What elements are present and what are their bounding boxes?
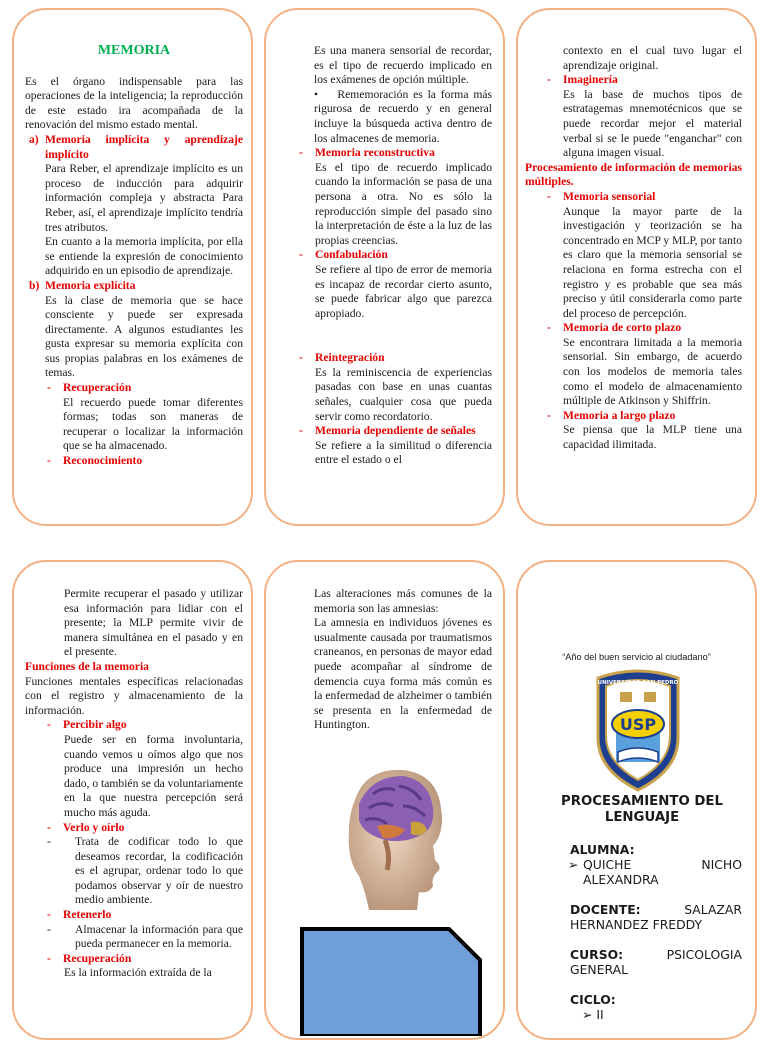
imagineria-text: Es la base de muchos tipos de estratagemas mnemotécnicos que se puede recordar mejor el material verbal si se le puede "enganchar" con alguna imagen visual. (563, 87, 742, 160)
heading-reintegracion: - Reintegración (277, 351, 492, 366)
heading-confabulacion: - Confabulación (277, 248, 492, 263)
blue-shape (299, 926, 483, 1036)
dependiente-text: Se refiere a la similitud o diferencia entre el estado o el (315, 438, 492, 467)
heading-recuperacion-2: - Recuperación (25, 952, 243, 967)
reconocimiento-text: Es una manera sensorial de recordar, es el tipo de recuerdo implicado en los exámenes de opción múltiple. (314, 44, 492, 87)
memoria-intro: Es el órgano indispensable para las operaciones de la inteligencia; la reproducción de este estado ira acompañada de la renovación del mismo estado mental. (25, 74, 243, 132)
arrow-bullet-icon-2: ➢ (582, 1007, 593, 1022)
panel4-content (25, 587, 243, 981)
logo-text: USP (619, 715, 657, 734)
retenerlo-text: - Almacenar la información para que pueda permanecer en la memoria. (25, 923, 243, 952)
arrow-bullet-icon: ➢ (568, 857, 579, 872)
panel3-content (525, 44, 742, 453)
brain-image (325, 760, 449, 914)
panel2-content (277, 44, 492, 468)
reintegracion-text: Es la reminiscencia de experiencias pasadas con base en unas cuantas señales, cualquier cosa que pueda servir como recordatorio. (315, 365, 492, 423)
explicita-text: Es la clase de memoria que se hace consciente y puede ser expresada directamente. A algunos estudiantes les gusta expresar su memoria explícita con sus propias palabras en los exámenes de temas. (45, 293, 243, 380)
docente-line: DOCENTE: SALAZAR HERNANDEZ FREDDY (570, 902, 742, 932)
sensorial-text: Aunque la mayor parte de la investigación y teorización se ha concentrado en MCP y MLP, por tanto es claro que la memoria sensorial se relaciona en forma estrecha con el registro y es probable que sea más preciso y útil considerarla como parte del proceso de percepción. (563, 204, 742, 320)
ciclo-label: CICLO: (570, 992, 616, 1007)
heading-recuperacion: - Recuperación (25, 381, 243, 396)
ciclo-value: ➢ II (582, 1007, 604, 1022)
implicita-text-2: En cuanto a la memoria implícita, por ella se entiende la expresión de conocimiento adquirido en un episodio de aprendizaje. (45, 235, 243, 278)
corto-plazo-text: Se encontrara limitada a la memoria sensorial. Sin embargo, de acuerdo con los modelos de memoria tales como el modelo de almacenamiento múltiple de Atkinson y Shiffrin. (563, 335, 742, 408)
alumna-label: ALUMNA: (570, 842, 635, 857)
implicita-text-1: Para Reber, el aprendizaje implícito es un proceso de inducción para adquirir información compleja y abstracta Para Reber, así, el aprendizaje implícito tendría tres atributos. (45, 162, 243, 234)
university-logo (590, 666, 686, 794)
amnesias-intro: Las alteraciones más comunes de la memoria son las amnesias: (314, 587, 492, 615)
motto: “Año del buen servicio al ciudadano” (562, 652, 711, 662)
confabulacion-text: Se refiere al tipo de error de memoria es incapaz de recordar cierto asunto, se puede fabricar algo que parezca apropiado. (315, 262, 492, 320)
heading-memoria-sensorial: - Memoria sensorial (525, 190, 742, 205)
reconstructiva-text: Es el tipo de recuerdo implicado cuando la información se pasa de una persona a otra. No es sólo la reproducción simple del pasado sino la interpretación de éste a la luz de las propias creencias. (315, 160, 492, 247)
cover-details (570, 842, 742, 1022)
heading-memoria-reconstructiva: - Memoria reconstructiva (277, 146, 492, 161)
verlo-text: - Trata de codificar todo lo que deseamos recordar, la codificación es el agrupar, ordenar todo lo que podamos observar y oír de nuestro medio ambiente. (25, 835, 243, 908)
percibir-text: Puede ser en forma involuntaria, cuando vemos u oímos algo que nos produce una impresión un hecho dado, o también se da voluntariamente en la que nuestra percepción será mucho más aguda. (64, 732, 244, 819)
panel1-content (25, 44, 243, 469)
heading-verlo: - Verlo y oírlo (25, 821, 243, 836)
marker-a: a) (29, 132, 39, 146)
mlp-text: Permite recuperar el pasado y utilizar esa información para lidiar con el presente; la MLP permite vivir de manera simultánea en el pasado y en el presente. (64, 587, 243, 659)
curso-line: CURSO: PSICOLOGIA GENERAL (570, 947, 742, 977)
funciones-text: Funciones mentales específicas relacionadas con el registro y almacenamiento de la información. (25, 674, 243, 717)
heading-memoria-explicita: b) Memoria explícita (29, 278, 136, 292)
heading-memoria-dependiente: - Memoria dependiente de señales (277, 424, 492, 439)
rememoracion-text: • Rememoración es la forma más rigurosa de recuerdo y en general incluye la búsqueda activa dentro de los almacenes de memoria. (314, 87, 492, 145)
panel5-content (314, 587, 492, 733)
heading-procesamiento-informacion: Procesamiento de información de memorias múltiples. (525, 160, 742, 189)
recuperacion-2-text: Es la información extraída de la (64, 966, 212, 980)
recuperacion-text: El recuerdo puede tomar diferentes formas; todas son maneras de recuperar o localizar la información que se ha almacenado. (63, 395, 243, 453)
memoria-title: MEMORIA (97, 43, 171, 58)
heading-imagineria: - Imaginería (525, 73, 742, 88)
marker-b: b) (29, 278, 40, 292)
logo-arc-text: UNIVERSIDAD SAN PEDRO (597, 680, 679, 686)
contexto-text: contexto en el cual tuvo lugar el aprendizaje original. (563, 44, 742, 72)
heading-retenerlo: - Retenerlo (25, 908, 243, 923)
cover-title: PROCESAMIENTO DEL LENGUAJE (561, 794, 723, 825)
heading-percibir: - Percibir algo (25, 718, 243, 733)
bullet-icon: • (314, 87, 319, 101)
heading-funciones: Funciones de la memoria (25, 659, 149, 673)
heading-corto-plazo: - Memoria de corto plazo (525, 321, 742, 336)
largo-plazo-text: Se piensa que la MLP tiene una capacidad ilimitada. (563, 423, 742, 452)
heading-largo-plazo: - Memoria a largo plazo (525, 409, 742, 424)
heading-reconocimiento: - Reconocimiento (25, 454, 243, 469)
alumna-name: ➢ QUICHE NICHO ALEXANDRA (568, 857, 742, 887)
heading-memoria-implicita: a) Memoria implícita y aprendizaje implícito (29, 132, 243, 161)
amnesias-text: La amnesia en individuos jóvenes es usualmente causada por traumatismos craneanos, en personas de mayor edad puede acompañar al síndrome de demencia cuya forma más común es la enfermedad de alzheimer o también se presenta en la enfermedad de Huntington. (314, 616, 492, 732)
